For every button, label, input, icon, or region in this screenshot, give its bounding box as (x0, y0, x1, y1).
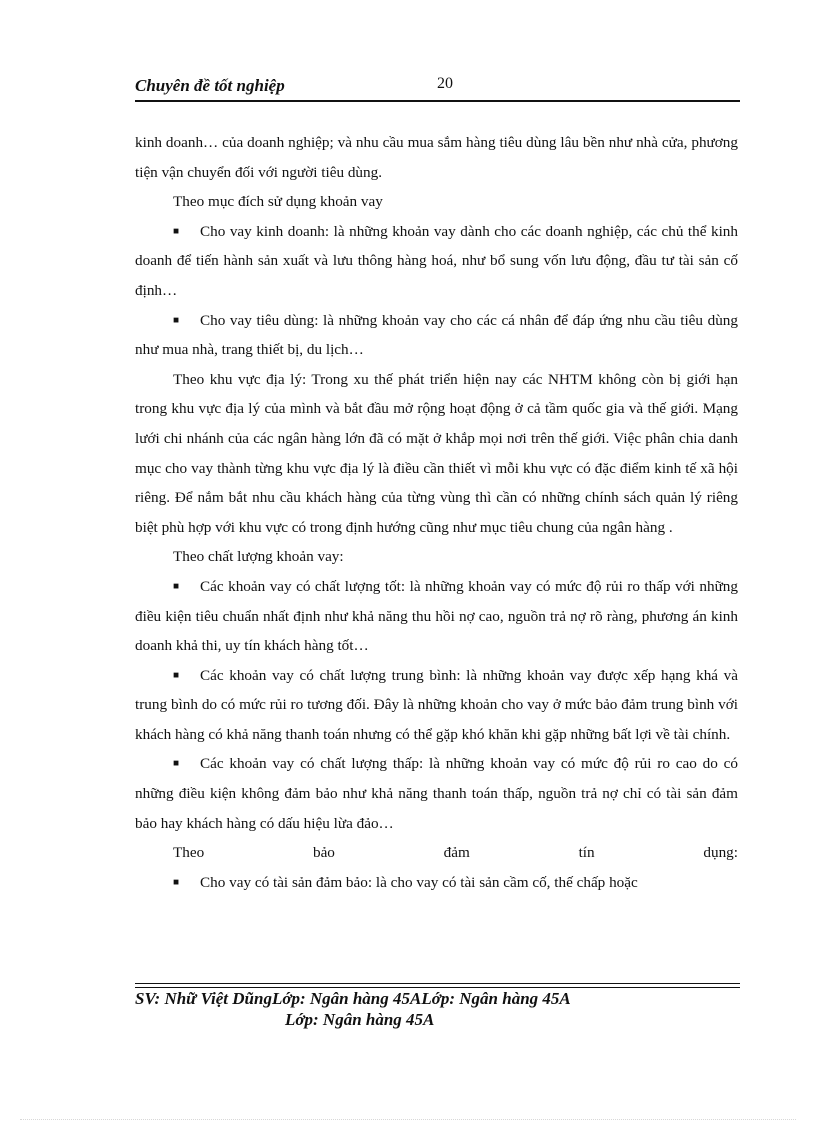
body-text (135, 128, 738, 897)
bullet-icon: ■ (173, 580, 180, 592)
bullet-text: Cho vay kinh doanh: là những khoản vay dành cho các doanh nghiệp, các chủ thể kinh doanh để tiến hành sản xuất và lưu thông hàng hoá, như bổ sung vốn lưu động, đầu tư tài sản cố định… (135, 222, 738, 299)
section-heading-quality: Theo chất lượng khoản vay: (173, 548, 344, 566)
bullet-item (135, 572, 738, 661)
bullet-icon: ■ (173, 876, 180, 888)
paragraph: Theo khu vực địa lý: Trong xu thế phát triển hiện nay các NHTM không còn bị giới hạn trong khu vực địa lý của mình và bắt đầu mở rộng hoạt động ở cả tầm quốc gia và thế giới. Mạng lưới chi nhánh của các ngân hàng lớn đã có mặt ở khắp mọi nơi trên thế giới. Việc phân chia danh mục cho vay thành từng khu vực địa lý là điều cần thiết vì mỗi khu vực có đặc điểm kinh tế xã hội riêng. Để nắm bắt nhu cầu khách hàng của từng vùng thì cần có những chính sách quản lý riêng biệt phù hợp với khu vực có trong định hướng cũng như mục tiêu chung của ngân hàng . (135, 370, 738, 536)
footer-class-line: Lớp: Ngân hàng 45A (285, 1010, 435, 1029)
bullet-item (135, 661, 738, 750)
page-bottom-dotted-line (20, 1119, 796, 1120)
page-number: 20 (437, 75, 453, 92)
page-header (135, 74, 740, 102)
bullet-icon: ■ (173, 758, 180, 770)
footer-student-line: SV: Nhữ Việt DũngLớp: Ngân hàng 45ALớp: Ngân hàng 45A (135, 989, 571, 1008)
bullet-item (135, 868, 738, 898)
bullet-text: Cho vay tiêu dùng: là những khoản vay cho các cá nhân để đáp ứng nhu cầu tiêu dùng như mua nhà, trang thiết bị, du lịch… (135, 311, 738, 359)
document-title: Chuyên đề tốt nghiệp (135, 76, 285, 95)
bullet-text: Cho vay có tài sản đảm bảo: là cho vay có tài sản cầm cố, thế chấp hoặc (200, 873, 638, 891)
section-heading-purpose: Theo mục đích sử dụng khoản vay (173, 193, 383, 211)
section-heading-collateral: Theo bảo đảm tín dụng: (173, 844, 738, 862)
footer-divider (135, 983, 740, 988)
bullet-item (135, 306, 738, 365)
bullet-icon: ■ (173, 225, 180, 237)
bullet-icon: ■ (173, 314, 180, 326)
bullet-item (135, 217, 738, 306)
bullet-item (135, 749, 738, 838)
bullet-text: Các khoản vay có chất lượng tốt: là những khoản vay có mức độ rủi ro thấp với những điều kiện tiêu chuẩn nhất định như khả năng thu hồi nợ cao, nguồn trả nợ rõ ràng, phương án kinh doanh khả thi, uy tín khách hàng tốt… (135, 577, 738, 655)
bullet-text: Các khoản vay có chất lượng trung bình: là những khoản vay được xếp hạng khá và trung bình do có mức rủi ro tương đối. Đây là những khoản cho vay ở mức bảo đảm trung bình với khách hàng có khả năng thanh toán nhưng có thể gặp khó khăn khi gặp những bất lợi về tài chính. (135, 666, 738, 743)
paragraph: kinh doanh… của doanh nghiệp; và nhu cầu mua sắm hàng tiêu dùng lâu bền như nhà cửa, phương tiện vận chuyển đối với người tiêu dùng. (135, 134, 738, 181)
bullet-text: Các khoản vay có chất lượng thấp: là những khoản vay có mức độ rủi ro cao do có những điều kiện không đảm bảo như khả năng thanh toán thấp, nguồn trả nợ chỉ có tài sản đảm bảo hay khách hàng có dấu hiệu lừa đảo… (135, 755, 738, 832)
bullet-icon: ■ (173, 669, 180, 681)
